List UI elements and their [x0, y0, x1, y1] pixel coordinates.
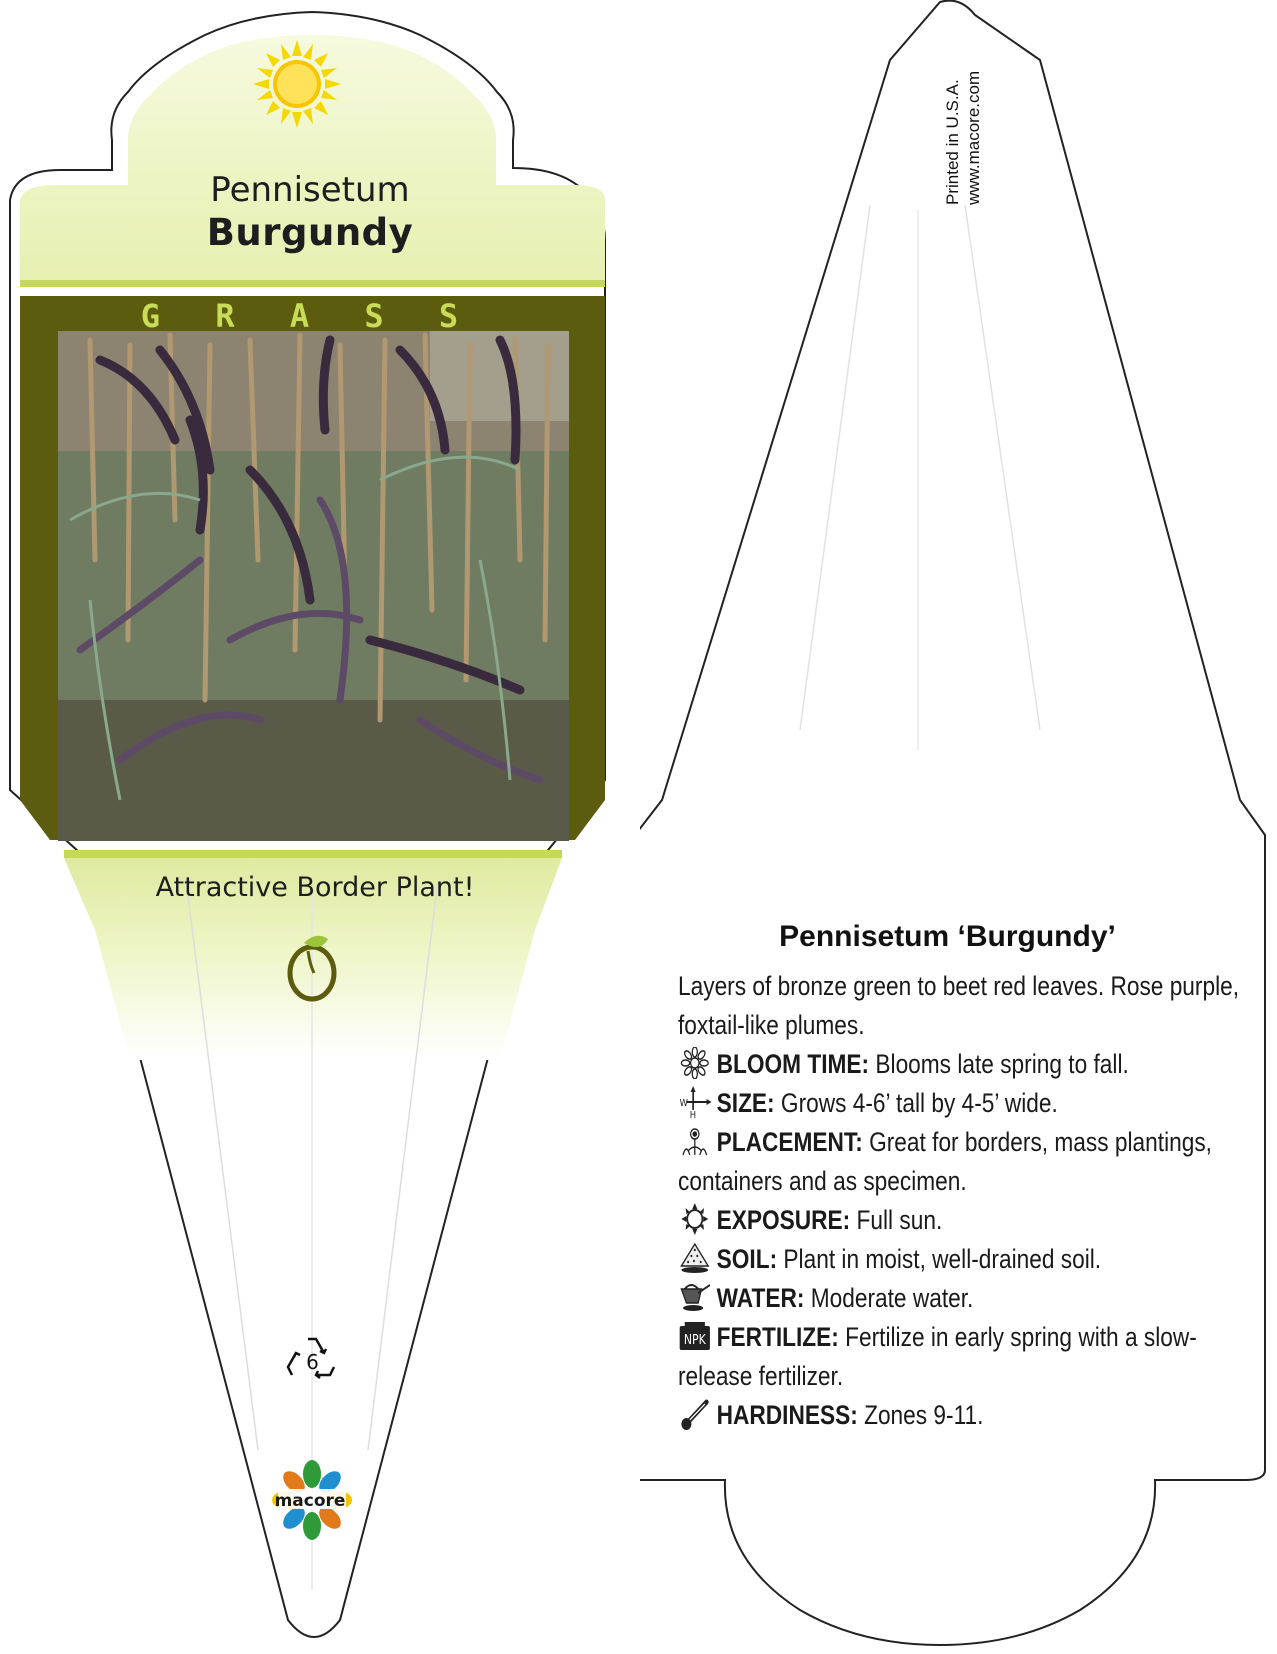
- plant-name-line2: Burgundy: [206, 211, 414, 254]
- plant-photo: [58, 331, 569, 841]
- care-text: Full sun.: [856, 1205, 943, 1235]
- care-label: WATER:: [716, 1283, 805, 1313]
- svg-text:W: W: [679, 1097, 688, 1110]
- care-item-hardiness: [678, 1396, 1253, 1435]
- npk-icon: [678, 1320, 712, 1352]
- printed-info: [942, 71, 984, 205]
- printed-country: Printed in U.S.A.: [943, 79, 962, 205]
- size-arrows-icon: [678, 1086, 712, 1118]
- watering-can-icon: [678, 1281, 712, 1313]
- flower-icon: [678, 1047, 712, 1079]
- care-info: [678, 967, 1253, 1435]
- care-label: BLOOM TIME:: [716, 1049, 870, 1079]
- care-item-size: [678, 1084, 1253, 1123]
- care-label: EXPOSURE:: [716, 1205, 851, 1235]
- care-text: Plant in moist, well-drained soil.: [783, 1244, 1102, 1274]
- care-text: Great for borders, mass plantings, containers and as specimen.: [678, 1127, 1212, 1196]
- sun-icon: [253, 40, 341, 128]
- care-text: Blooms late spring to fall.: [875, 1049, 1129, 1079]
- svg-text:H: H: [689, 1109, 697, 1118]
- care-item-bloom: [678, 1045, 1253, 1084]
- care-label: SOIL:: [716, 1244, 778, 1274]
- plant-name-line1: Pennisetum: [210, 170, 410, 210]
- care-label: HARDINESS:: [716, 1400, 858, 1430]
- soil-icon: [678, 1242, 712, 1274]
- recycle-code: 6: [306, 1350, 319, 1374]
- npk-text: NPK: [683, 1332, 706, 1348]
- thermometer-icon: [678, 1398, 712, 1430]
- care-text: Zones 9-11.: [864, 1400, 984, 1430]
- website: www.macore.com: [964, 70, 983, 205]
- care-text: Moderate water.: [810, 1283, 974, 1313]
- description: Layers of bronze green to beet red leaves. Rose purple, foxtail-like plumes.: [678, 971, 1240, 1040]
- care-item-water: [678, 1279, 1253, 1318]
- care-item-fertilize: [678, 1318, 1253, 1396]
- care-item-soil: [678, 1240, 1253, 1279]
- sun-outline-icon: [678, 1203, 712, 1235]
- category-label: G R A S S: [140, 297, 460, 335]
- brand-label: macore: [274, 1491, 346, 1511]
- care-label: PLACEMENT:: [716, 1127, 863, 1157]
- plants-icon: [678, 1125, 712, 1157]
- tagline: Attractive Border Plant!: [155, 872, 475, 903]
- care-label: SIZE:: [716, 1088, 775, 1118]
- care-title: Pennisetum ‘Burgundy’: [779, 920, 1116, 953]
- care-item-exposure: [678, 1201, 1253, 1240]
- care-text: Fertilize in early spring with a slow-release fertilizer.: [678, 1322, 1197, 1391]
- care-item-placement: [678, 1123, 1253, 1201]
- care-text: Grows 4-6’ tall by 4-5’ wide.: [780, 1088, 1058, 1118]
- care-label: FERTILIZE:: [716, 1322, 839, 1352]
